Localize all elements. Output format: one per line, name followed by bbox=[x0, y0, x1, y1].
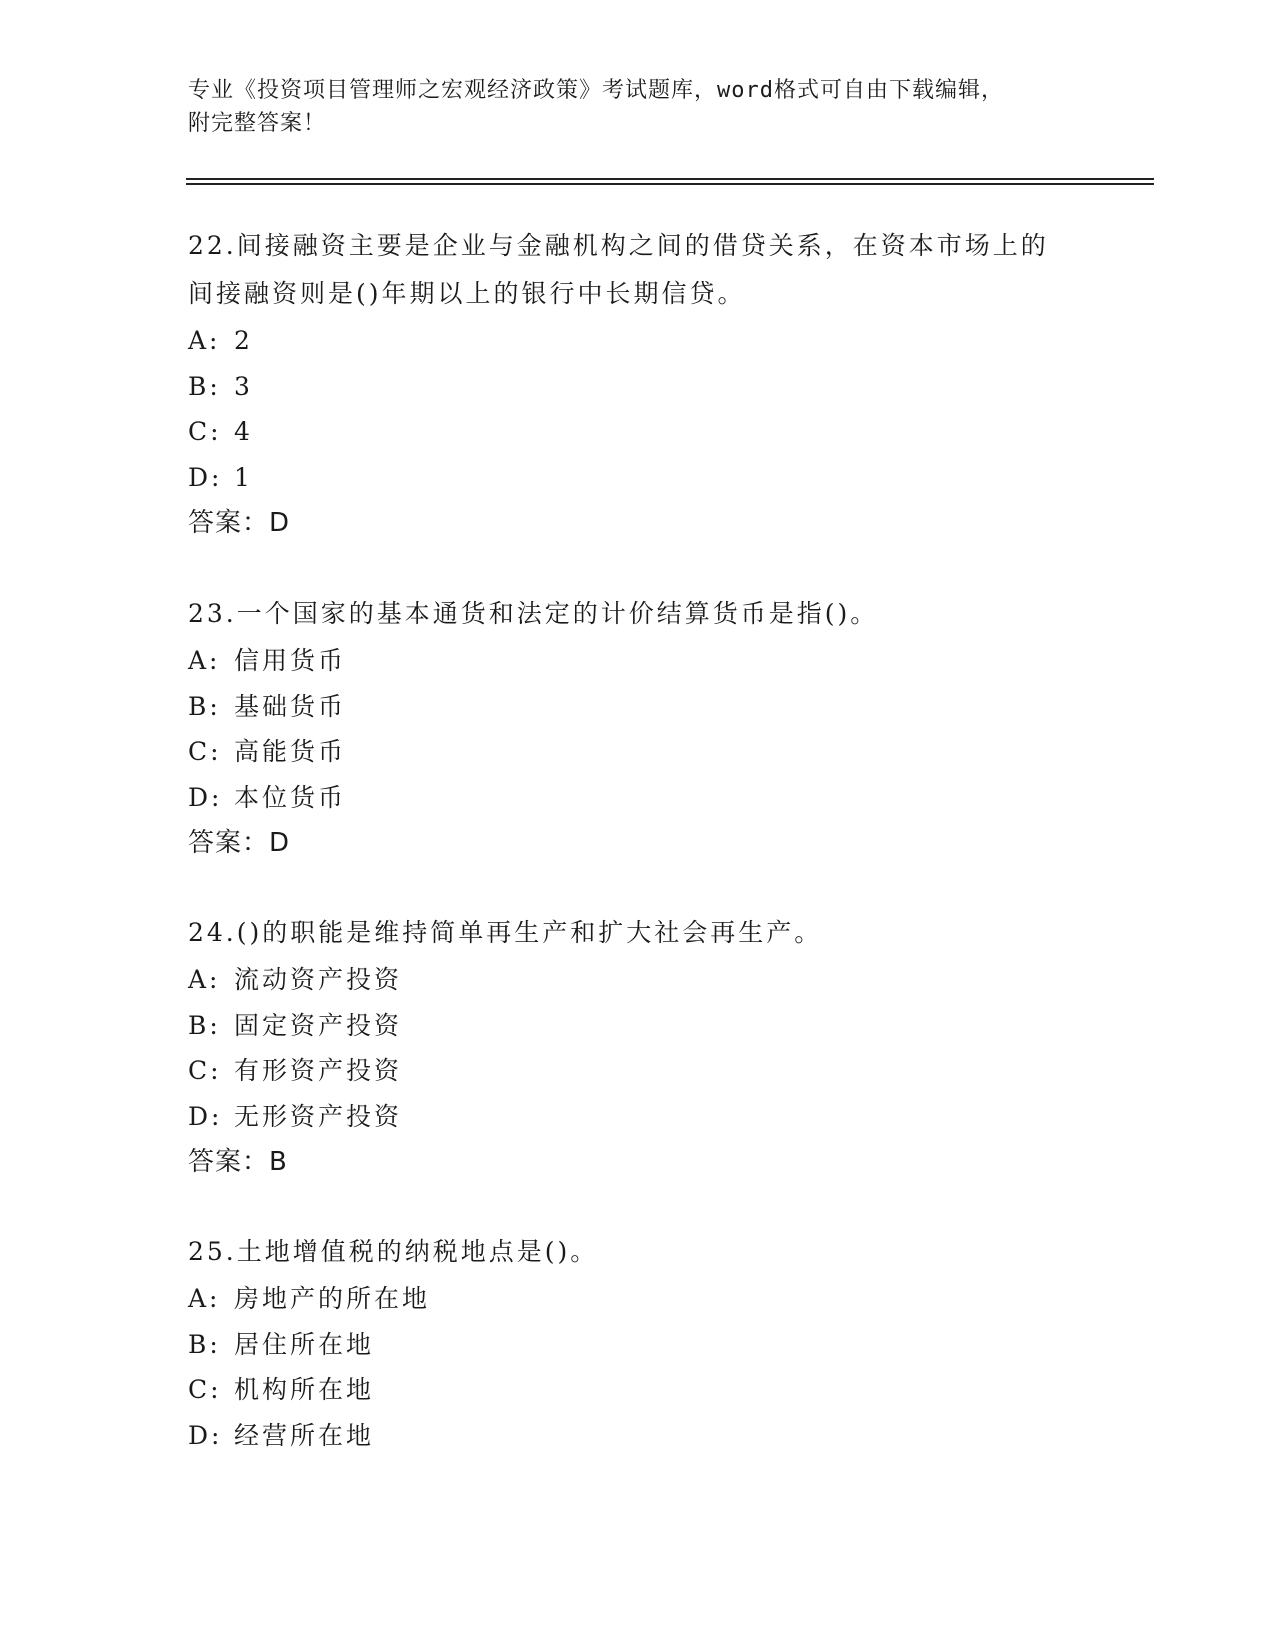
option-d bbox=[188, 1413, 1148, 1459]
question-24 bbox=[188, 909, 1148, 1185]
option-c bbox=[188, 1367, 1148, 1413]
option-b bbox=[188, 1003, 1148, 1049]
option-letter: D: bbox=[188, 782, 223, 812]
option-b bbox=[188, 684, 1148, 730]
question-stem-line: 24.()的职能是维持简单再生产和扩大社会再生产。 bbox=[188, 918, 823, 947]
question-23 bbox=[188, 590, 1148, 866]
option-text: 经营所在地 bbox=[234, 1420, 375, 1450]
option-letter: C: bbox=[188, 417, 222, 446]
option-text: 房地产的所在地 bbox=[234, 1284, 431, 1313]
question-22 bbox=[188, 222, 1148, 546]
option-text: 居住所在地 bbox=[234, 1329, 375, 1359]
option-letter: B: bbox=[188, 1010, 221, 1040]
option-letter: C: bbox=[188, 737, 222, 766]
header-line-2: 附完整答案！ bbox=[188, 111, 327, 136]
option-text: 流动资产投资 bbox=[234, 965, 403, 994]
option-text: 本位货币 bbox=[234, 782, 347, 812]
option-letter: D: bbox=[188, 1420, 223, 1450]
option-text: 2 bbox=[234, 326, 253, 355]
option-letter: C: bbox=[188, 1056, 222, 1085]
option-text: 4 bbox=[234, 417, 253, 446]
option-c bbox=[188, 729, 1148, 775]
option-letter: B: bbox=[188, 1329, 221, 1359]
option-text: 信用货币 bbox=[234, 646, 347, 675]
question-25 bbox=[188, 1228, 1148, 1458]
option-text: 3 bbox=[234, 371, 253, 401]
option-letter: B: bbox=[188, 691, 221, 721]
answer-line: 答案：B bbox=[188, 1147, 288, 1177]
option-text: 1 bbox=[234, 462, 253, 492]
answer-line: 答案：D bbox=[188, 828, 291, 858]
option-c bbox=[188, 409, 1148, 455]
option-c bbox=[188, 1048, 1148, 1094]
option-letter: A: bbox=[188, 646, 221, 675]
option-text: 固定资产投资 bbox=[234, 1010, 403, 1040]
document-header bbox=[188, 74, 1088, 140]
option-d bbox=[188, 455, 1148, 501]
option-a bbox=[188, 638, 1148, 684]
option-text: 高能货币 bbox=[234, 737, 347, 766]
question-stem-line: 22.间接融资主要是企业与金融机构之间的借贷关系，在资本市场上的 bbox=[188, 231, 1049, 260]
question-stem-line: 间接融资则是()年期以上的银行中长期信贷。 bbox=[188, 279, 746, 308]
option-text: 机构所在地 bbox=[234, 1375, 375, 1404]
option-letter: A: bbox=[188, 965, 221, 994]
option-letter: D: bbox=[188, 462, 223, 492]
option-text: 无形资产投资 bbox=[234, 1101, 403, 1131]
option-a bbox=[188, 957, 1148, 1003]
header-divider-top bbox=[186, 178, 1154, 180]
option-a bbox=[188, 318, 1148, 364]
option-b bbox=[188, 1322, 1148, 1368]
header-line-1: 专业《投资项目管理师之宏观经济政策》考试题库，word格式可自由下载编辑， bbox=[188, 78, 1004, 103]
option-letter: D: bbox=[188, 1101, 223, 1131]
option-letter: A: bbox=[188, 1284, 221, 1313]
option-text: 有形资产投资 bbox=[234, 1056, 403, 1085]
option-letter: B: bbox=[188, 371, 221, 401]
question-stem-line: 23.一个国家的基本通货和法定的计价结算货币是指()。 bbox=[188, 599, 879, 628]
option-letter: C: bbox=[188, 1375, 222, 1404]
option-b bbox=[188, 364, 1148, 410]
question-stem-line: 25.土地增值税的纳税地点是()。 bbox=[188, 1237, 599, 1266]
option-d bbox=[188, 1094, 1148, 1140]
option-text: 基础货币 bbox=[234, 691, 347, 721]
header-divider-bottom bbox=[186, 183, 1154, 185]
answer-line: 答案：D bbox=[188, 508, 291, 538]
option-letter: A: bbox=[188, 326, 221, 355]
option-d bbox=[188, 775, 1148, 821]
option-a bbox=[188, 1276, 1148, 1322]
